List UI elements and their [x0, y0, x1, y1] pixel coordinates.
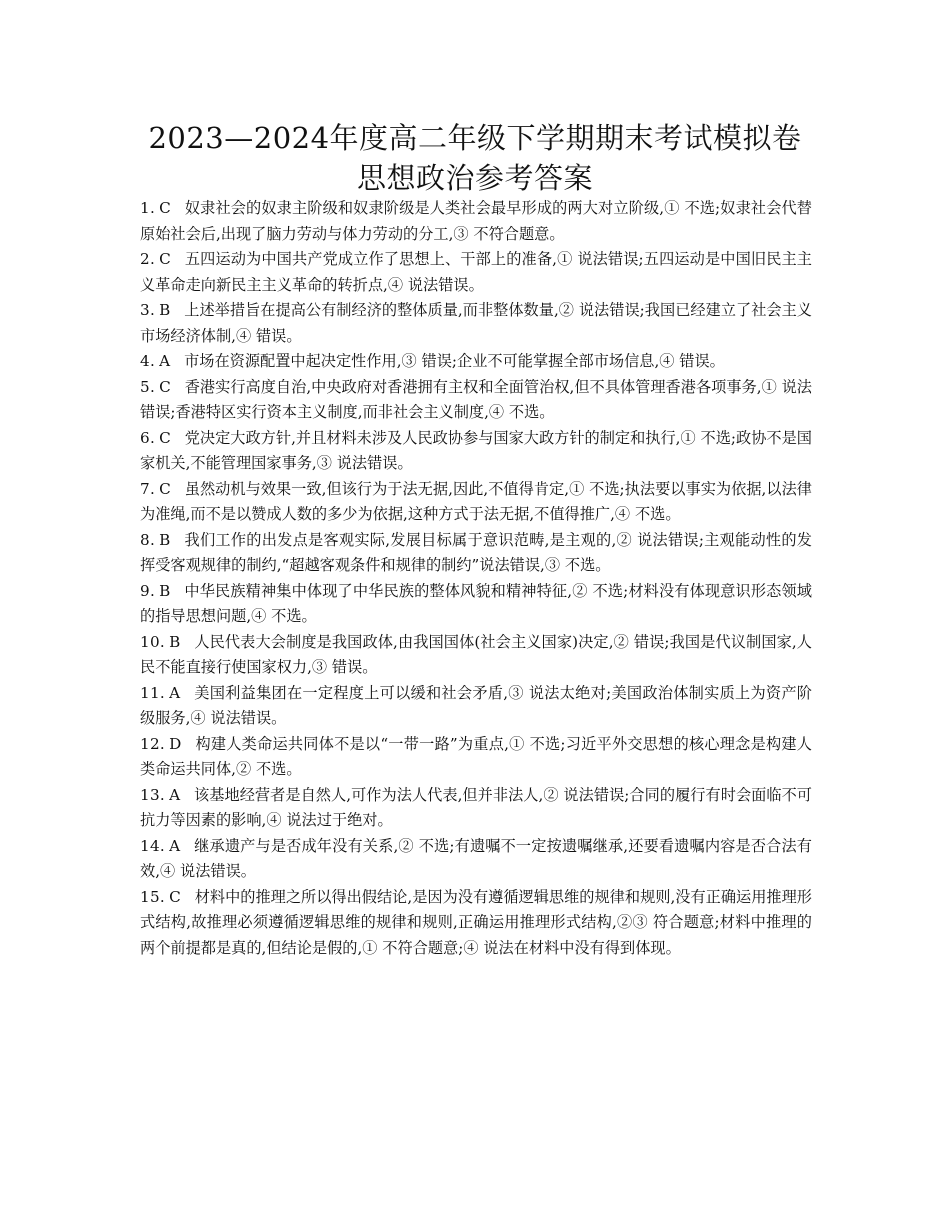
answer-choice: B	[159, 530, 171, 549]
question-number: 1.	[140, 199, 156, 217]
answer-explanation: 材料中的推理之所以得出假结论,是因为没有遵循逻辑思维的规律和规则,没有正确运用推理形式结构,故推理必须遵循逻辑思维的规律和规则,正确运用推理形式结构,②③ 符合题意;材料中推理的两个前提都是真的,但结论是假的,① 不符合题意;④ 说法在材料中没有得到体现。	[140, 887, 812, 957]
answer-choice: C	[169, 887, 181, 906]
answer-item-12	[140, 732, 812, 783]
answer-item-4	[140, 349, 812, 375]
answer-choice: B	[159, 581, 171, 600]
question-number: 4.	[140, 352, 156, 370]
answer-explanation: 中华民族精神集中体现了中华民族的整体风貌和精神特征,② 不选;材料没有体现意识形态领域的指导思想问题,④ 不选。	[140, 581, 812, 625]
answer-choice: A	[159, 352, 171, 370]
question-number: 12.	[140, 734, 166, 753]
answer-explanation: 香港实行高度自治,中央政府对香港拥有主权和全面管治权,但不具体管理香港各项事务,① 说法错误;香港特区实行资本主义制度,而非社会主义制度,④ 不选。	[140, 377, 812, 421]
answer-explanation: 上述举措旨在提高公有制经济的整体质量,而非整体数量,② 说法错误;我国已经建立了社会主义市场经济体制,④ 错误。	[140, 301, 812, 345]
question-number: 9.	[140, 581, 156, 600]
answer-item-8	[140, 528, 812, 579]
answer-list	[140, 196, 812, 961]
answer-choice: A	[169, 683, 181, 702]
question-number: 13.	[140, 785, 166, 804]
question-number: 11.	[140, 683, 166, 702]
question-number: 3.	[140, 301, 156, 319]
answer-explanation: 人民代表大会制度是我国政体,由我国国体(社会主义国家)决定,② 错误;我国是代议制国家,人民不能直接行使国家权力,③ 错误。	[140, 632, 812, 676]
answer-item-1	[140, 196, 812, 247]
page-title: 2023—2024年度高二年级下学期期末考试模拟卷	[148, 121, 802, 155]
answer-item-7	[140, 477, 812, 528]
answer-choice: C	[159, 199, 171, 217]
answer-explanation: 奴隶社会的奴隶主阶级和奴隶阶级是人类社会最早形成的两大对立阶级,① 不选;奴隶社会代替原始社会后,出现了脑力劳动与体力劳动的分工,③ 不符合题意。	[140, 199, 812, 243]
question-number: 14.	[140, 836, 166, 855]
answer-explanation: 美国利益集团在一定程度上可以缓和社会矛盾,③ 说法太绝对;美国政治体制实质上为资产阶级服务,④ 说法错误。	[140, 683, 812, 727]
question-number: 7.	[140, 479, 156, 498]
question-number: 6.	[140, 428, 156, 447]
question-number: 15.	[140, 887, 166, 906]
answer-item-11	[140, 681, 812, 732]
page-subtitle: 思想政治参考答案	[356, 161, 593, 195]
question-number: 10.	[140, 632, 166, 651]
answer-item-6	[140, 426, 812, 477]
answer-choice: A	[169, 785, 181, 804]
answer-choice: C	[159, 428, 171, 447]
answer-explanation: 党决定大政方针,并且材料未涉及人民政协参与国家大政方针的制定和执行,① 不选;政协不是国家机关,不能管理国家事务,③ 说法错误。	[140, 428, 812, 472]
question-number: 5.	[140, 377, 156, 396]
answer-choice: C	[159, 479, 171, 498]
answer-item-14	[140, 834, 812, 885]
answer-item-9	[140, 579, 812, 630]
answer-item-13	[140, 783, 812, 834]
question-number: 8.	[140, 530, 156, 549]
answer-item-2	[140, 247, 812, 298]
answer-explanation: 虽然动机与效果一致,但该行为于法无据,因此,不值得肯定,① 不选;执法要以事实为依据,以法律为准绳,而不是以赞成人数的多少为依据,这种方式于法无据,不值得推广,④ 不选。	[140, 479, 812, 523]
title-block	[0, 118, 950, 198]
answer-explanation: 该基地经营者是自然人,可作为法人代表,但并非法人,② 说法错误;合同的履行有时会面临不可抗力等因素的影响,④ 说法过于绝对。	[140, 785, 812, 829]
question-number: 2.	[140, 250, 156, 268]
answer-item-3	[140, 298, 812, 349]
answer-explanation: 继承遗产与是否成年没有关系,② 不选;有遗嘱不一定按遗嘱继承,还要看遗嘱内容是否合法有效,④ 说法错误。	[140, 836, 812, 880]
answer-choice: D	[169, 734, 182, 753]
answer-choice: B	[169, 632, 181, 651]
answer-explanation: 构建人类命运共同体不是以“一带一路”为重点,① 不选;习近平外交思想的核心理念是构建人类命运共同体,② 不选。	[140, 734, 812, 778]
answer-choice: B	[159, 301, 171, 319]
answer-explanation: 市场在资源配置中起决定性作用,③ 错误;企业不可能掌握全部市场信息,④ 错误。	[184, 352, 725, 370]
answer-item-15	[140, 885, 812, 962]
answer-explanation: 我们工作的出发点是客观实际,发展目标属于意识范畴,是主观的,② 说法错误;主观能动性的发挥受客观规律的制约,“超越客观条件和规律的制约”说法错误,③ 不选。	[140, 530, 812, 574]
answer-choice: C	[159, 250, 171, 268]
answer-choice: A	[169, 836, 181, 855]
answer-choice: C	[159, 377, 171, 396]
answer-explanation: 五四运动为中国共产党成立作了思想上、干部上的准备,① 说法错误;五四运动是中国旧民主主义革命走向新民主主义革命的转折点,④ 说法错误。	[140, 250, 812, 294]
answer-item-5	[140, 375, 812, 426]
answer-item-10	[140, 630, 812, 681]
